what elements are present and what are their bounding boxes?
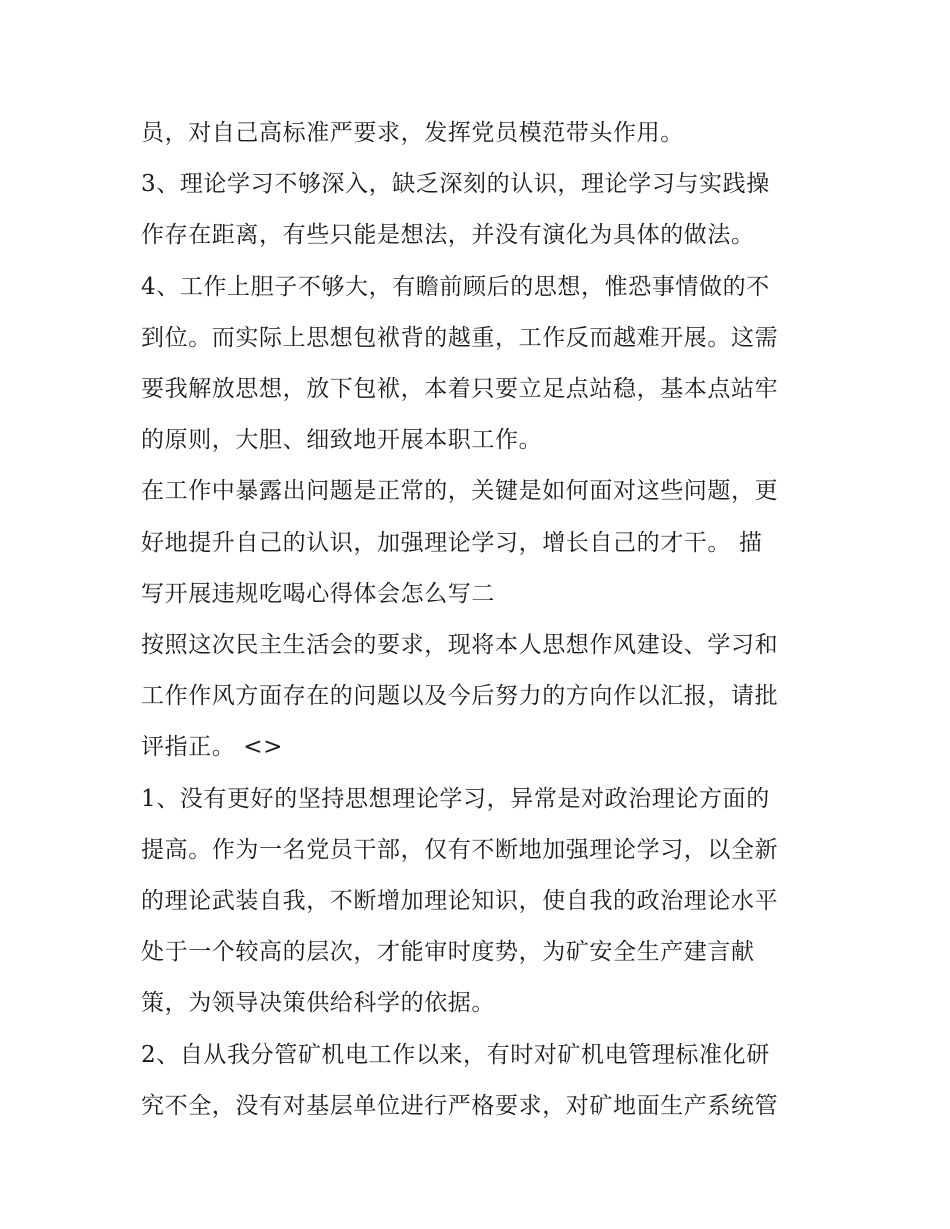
text-line: 在工作中暴露出问题是正常的，关键是如何面对这些问题，更 xyxy=(141,478,779,505)
text-line: 员，对自己高标准严要求，发挥党员模范带头作用。 xyxy=(141,120,684,146)
text-line: 要我解放思想，放下包袱，本着只要立足点站稳，基本点站牢 xyxy=(141,376,779,403)
text-line: 作存在距离，有些只能是想法，并没有演化为具体的做法。 xyxy=(141,222,755,249)
text-line: 究不全，没有对基层单位进行严格要求，对矿地面生产系统管 xyxy=(141,1092,779,1119)
text-line: 评指正。 <> xyxy=(141,734,284,761)
text-line: 2、自从我分管矿机电工作以来，有时对矿机电管理标准化研 xyxy=(141,1041,770,1068)
text-line: 3、理论学习不够深入，缺乏深刻的认识，理论学习与实践操 xyxy=(141,171,770,198)
text-line: 写开展违规吃喝心得体会怎么写二 xyxy=(141,580,495,607)
text-line: 到位。而实际上思想包袱背的越重，工作反而越难开展。这需 xyxy=(141,324,779,351)
text-line: 4、工作上胆子不够大，有瞻前顾后的思想，惟恐事情做的不 xyxy=(141,273,770,300)
text-line: 好地提升自己的认识，加强理论学习，增长自己的才干。 描 xyxy=(141,529,763,556)
text-line: 的原则，大胆、细致地开展本职工作。 xyxy=(141,427,543,454)
text-line: 的理论武装自我，不断增加理论知识，使自我的政治理论水平 xyxy=(141,888,779,915)
text-line: 按照这次民主生活会的要求，现将本人思想作风建设、学习和 xyxy=(141,632,779,659)
text-line: 工作作风方面存在的问题以及今后努力的方向作以汇报，请批 xyxy=(141,683,779,710)
text-line: 处于一个较高的层次，才能审时度势，为矿安全生产建言献 xyxy=(141,939,755,966)
text-line: 1、没有更好的坚持思想理论学习，异常是对政治理论方面的 xyxy=(141,785,770,812)
document-body xyxy=(141,108,821,1132)
text-line: 提高。作为一名党员干部，仅有不断地加强理论学习，以全新 xyxy=(141,836,779,863)
text-line: 策，为领导决策供给科学的依据。 xyxy=(141,990,495,1017)
